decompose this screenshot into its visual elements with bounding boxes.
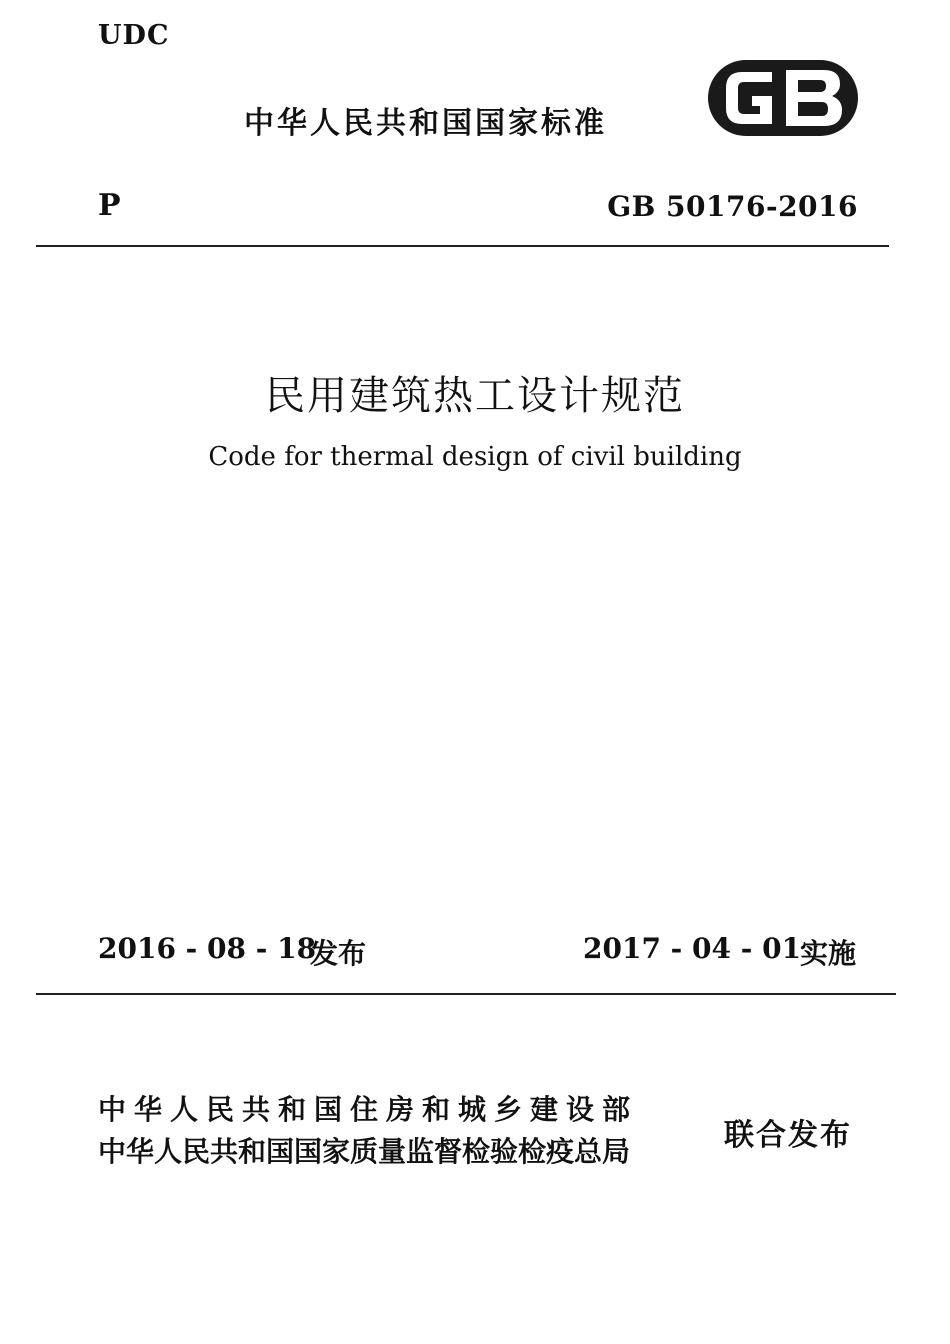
- gb-logo-icon: [706, 56, 860, 140]
- document-title-english: Code for thermal design of civil building: [208, 442, 742, 472]
- joint-issue-label: 联合发布: [724, 1118, 852, 1153]
- document-title-chinese: 民用建筑热工设计规范: [265, 373, 685, 419]
- issue-label: 发布: [310, 937, 367, 970]
- national-standard-heading: 中华人民共和国国家标准: [244, 106, 607, 141]
- category-code: P: [98, 188, 121, 223]
- header-divider: [36, 245, 889, 247]
- issuer-aqsiq: 中华人民共和国国家质量监督检验检疫总局: [98, 1135, 631, 1168]
- issue-date: 2016 - 08 - 18: [98, 932, 317, 965]
- standard-number: GB 50176-2016: [607, 190, 858, 223]
- implementation-label: 实施: [800, 937, 857, 970]
- udc-label: UDC: [98, 20, 170, 51]
- footer-divider: [36, 993, 896, 995]
- implementation-date: 2017 - 04 - 01: [583, 932, 802, 965]
- issuer-ministry: 中华人民共和国住房和城乡建设部: [98, 1093, 639, 1126]
